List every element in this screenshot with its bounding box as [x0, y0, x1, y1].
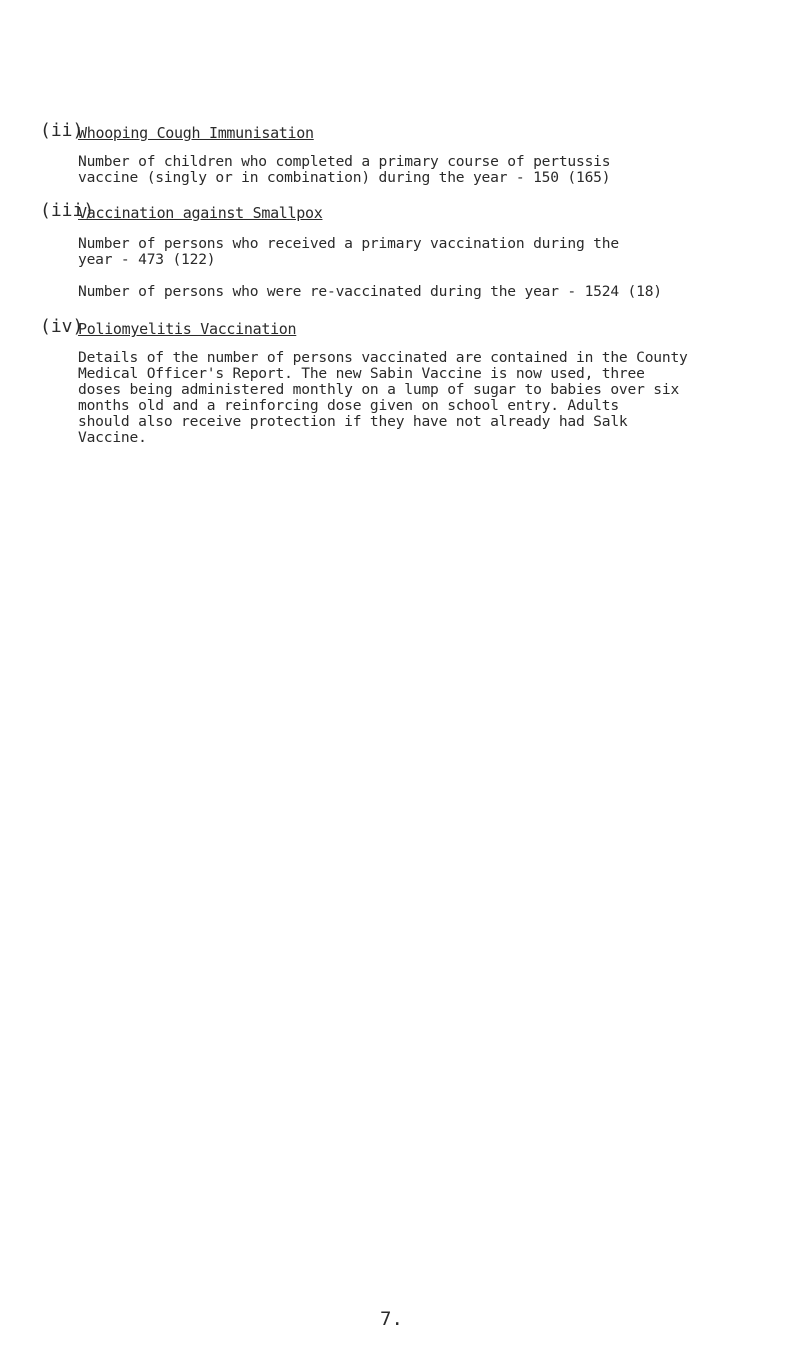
poliomyelitis-paragraph: Details of the number of persons vaccinated are contained in the County Medical Officer's Report. The new Sabin Vaccine is now used, three doses being administered monthly on a lump of sugar to babies over six months old and a reinforcing dose given on school entry. Adults should also receive protection if they have not already had Salk Vaccine. — [78, 349, 688, 446]
section-number-iv: (iv) — [40, 316, 84, 337]
section-number-iii: (iii) — [40, 200, 95, 221]
whooping-cough-paragraph: Number of children who completed a primary course of pertussis vaccine (singly or in combination) during the year - 150 (165) — [78, 153, 611, 186]
section-heading-smallpox: Vaccination against Smallpox — [78, 204, 323, 222]
smallpox-primary-paragraph: Number of persons who received a primary vaccination during the year - 473 (122) — [78, 235, 619, 268]
section-number-ii: (ii) — [40, 120, 84, 141]
smallpox-revaccination-paragraph: Number of persons who were re-vaccinated during the year - 1524 (18) — [78, 283, 662, 300]
section-heading-whooping-cough: Whooping Cough Immunisation — [78, 124, 314, 142]
section-heading-poliomyelitis: Poliomyelitis Vaccination — [78, 320, 297, 338]
page-number: 7. — [380, 1308, 403, 1330]
